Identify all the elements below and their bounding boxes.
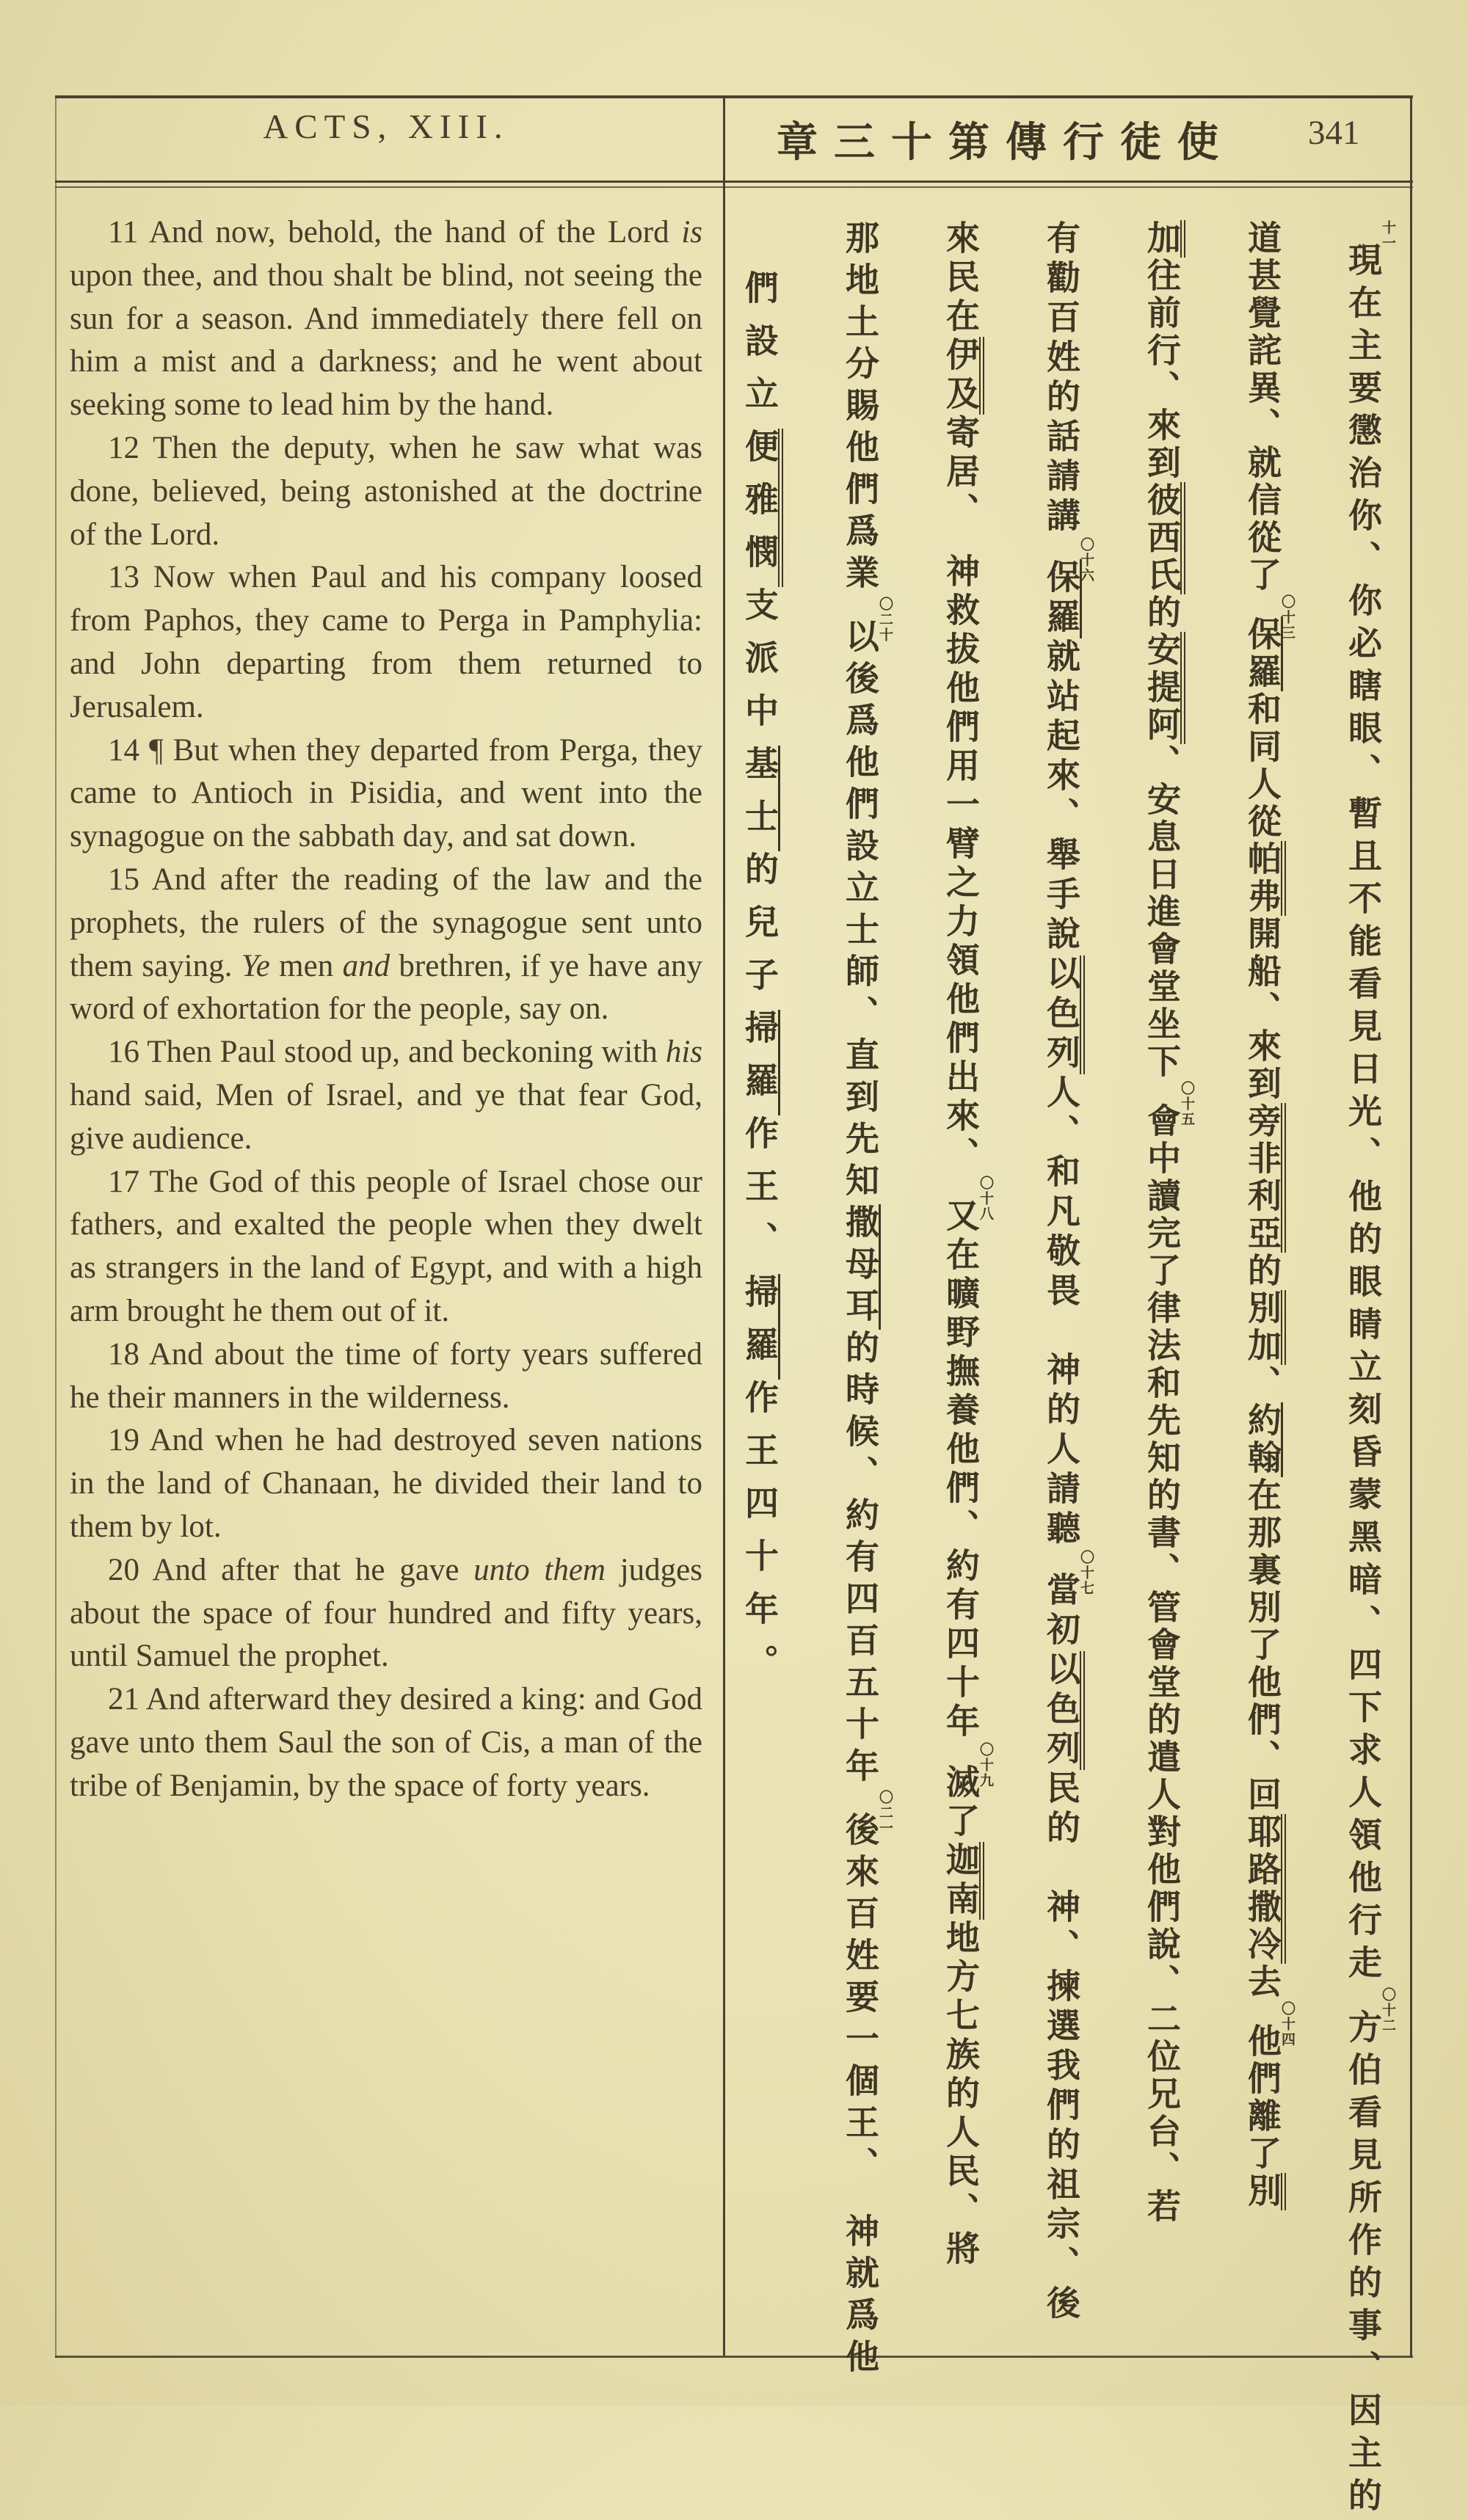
text-run: 作王四十年。: [741, 1380, 778, 1697]
verse-marker: 〇十五: [1179, 1081, 1194, 1127]
text-run: 往前行、來到: [1143, 258, 1180, 482]
proper-name-run: 彼西氏: [1143, 482, 1185, 594]
verse-marker: 〇十九: [978, 1742, 993, 1788]
text-run: brethren, if ye have any word of exhortation for the people, say on.: [70, 948, 702, 1027]
header-bottom-rule-2: [55, 186, 1413, 188]
verse-paragraph: [70, 211, 702, 427]
text-run: 開船、來到: [1243, 916, 1281, 1103]
page-number: 341: [1308, 114, 1360, 152]
text-run: 去: [1243, 1964, 1281, 2001]
text-run: 道甚覺詫異、就信從了: [1243, 220, 1281, 594]
verse-paragraph: [70, 859, 702, 1031]
text-run: men: [269, 948, 343, 983]
header-bottom-rule: [55, 181, 1413, 183]
verse-marker: 〇二十: [877, 597, 893, 643]
verse-paragraph: [70, 1333, 702, 1420]
italic-text-run: and: [342, 948, 390, 983]
chinese-column-4: [1011, 220, 1111, 2356]
text-run: 方伯看見所作的事、因主的: [1344, 2009, 1381, 2520]
left-page-header: ACTS, XIII.: [263, 108, 509, 146]
text-run: 12 Then the deputy, when he saw what was done, believed, being astonished at the doctrine of the Lord.: [70, 430, 702, 552]
text-run: 又在曠野撫養他們、約有四十年: [942, 1198, 979, 1742]
text-run: 支派中: [741, 587, 778, 746]
text-run: 人、和凡敬畏 神的人請聽: [1042, 1074, 1080, 1550]
text-run: hand said, Men of Israel, and ye that fear God, give audience.: [70, 1077, 702, 1156]
proper-name-run: 別加: [1243, 1290, 1286, 1365]
left-page-border: [55, 95, 57, 2358]
proper-name-run: 帕弗: [1243, 841, 1286, 916]
text-run: 後來百姓要一個王、 神就爲他: [841, 1812, 879, 2381]
text-run: 和同人從: [1243, 691, 1281, 841]
proper-name-run: 保羅: [1243, 616, 1283, 691]
text-run: upon thee, and thou shalt be blind, not seeing the sun for a season. And immediately there fell on him a mist and a darkness; and he went about seeking some to lead him by the hand.: [70, 258, 702, 423]
proper-name-run: 撒母耳: [841, 1204, 881, 1330]
text-run: 們設立: [741, 270, 778, 429]
verse-marker: 〇二一: [877, 1790, 893, 1836]
text-run: 當初: [1042, 1572, 1080, 1651]
verse-paragraph: [70, 1419, 702, 1548]
italic-text-run: is: [681, 215, 702, 250]
text-run: 在那裏別了他們、回: [1243, 1477, 1281, 1814]
text-run: 就站起來、舉手說: [1042, 638, 1080, 955]
text-run: 15 And after the reading of the law and the prophets, the rulers of the synagogue sent unto them saying.: [70, 862, 702, 983]
text-run: 20 And after that he gave: [108, 1552, 474, 1587]
text-run: 有勸百姓的話請講: [1042, 220, 1080, 537]
italic-text-run: his: [665, 1035, 702, 1070]
text-run: 、: [1243, 1365, 1281, 1402]
chinese-column-5: [910, 220, 1011, 2356]
text-run: 的: [1143, 594, 1180, 632]
proper-name-run: 基士: [741, 746, 780, 851]
english-verse-column: [70, 211, 702, 1807]
text-run: 的時候、約有四百五十年: [841, 1330, 879, 1790]
proper-name-run: 以色列: [1042, 1651, 1085, 1770]
verse-marker: 〇十七: [1078, 1550, 1094, 1596]
text-run: 、安息日進會堂坐下: [1143, 744, 1180, 1081]
text-run: judges about the space of four hundred and fifty years, until Samuel the prophet.: [70, 1552, 702, 1674]
verse-paragraph: [70, 1549, 702, 1678]
chinese-column-2: [1212, 220, 1312, 2356]
verse-marker: 〇十八: [978, 1176, 993, 1222]
text-run: 21 And afterward they desired a king: and God gave unto them Saul the son of Cis, a man of the tribe of Benjamin, by the space of forty years.: [70, 1682, 702, 1803]
text-run: 來民在: [942, 220, 979, 337]
verse-paragraph: [70, 427, 702, 556]
text-run: 滅了: [942, 1764, 979, 1842]
proper-name-run: 耶路撒冷: [1243, 1814, 1286, 1964]
verse-paragraph: [70, 1678, 702, 1807]
text-run: 的兒子: [741, 851, 778, 1010]
text-run: 他們離了: [1243, 2023, 1281, 2173]
right-page-header-cjk: 章三十第傳行徒使: [777, 120, 1235, 166]
proper-name-run: 掃羅: [741, 1274, 780, 1380]
text-run: 現在主要懲治你、你必瞎眼、暫且不能看見日光、他的眼睛立刻昏蒙黑暗、四下求人領他行走: [1344, 242, 1381, 1987]
verse-marker: 〇十四: [1279, 2001, 1295, 2047]
proper-name-run: 加: [1143, 220, 1185, 258]
text-run: 11 And now, behold, the hand of the Lord: [108, 215, 682, 250]
proper-name-run: 伊及: [942, 337, 984, 415]
italic-text-run: Ye: [241, 948, 270, 983]
verse-paragraph: [70, 556, 702, 729]
proper-name-run: 便雅憫: [741, 429, 783, 587]
text-run: 會中讀完了律法和先知的書、管會堂的遣人對他們說、二位兄台、若: [1143, 1103, 1180, 2226]
verse-paragraph: [70, 1031, 702, 1160]
italic-text-run: unto them: [473, 1552, 606, 1587]
text-run: 民的 神、揀選我們的祖宗、後: [1042, 1770, 1080, 2325]
proper-name-run: 掃羅: [741, 1010, 780, 1115]
proper-name-run: 旁非利亞: [1243, 1103, 1286, 1253]
verse-paragraph: [70, 1161, 702, 1333]
verse-marker: 〇十二: [1380, 1987, 1395, 2033]
text-run: 17 The God of this people of Israel chose our fathers, and exalted the people when they dwelt as strangers in the land of Egypt, and with a high arm brought he them out of it.: [70, 1164, 702, 1328]
text-run: 地方七族的人民、將: [942, 1920, 979, 2270]
text-run: 寄居、 神救拔他們用一臂之力領他們出來、: [942, 415, 979, 1176]
text-run: 作王、: [741, 1115, 778, 1274]
text-run: 14 ¶ But when they departed from Perga, they came to Antioch in Pisidia, and went into the synagogue on the sabbath day, and sat down.: [70, 732, 702, 854]
proper-name-run: 迦南: [942, 1842, 984, 1920]
text-run: 那地土分賜他們爲業: [841, 220, 879, 597]
proper-name-run: 以色列: [1042, 955, 1085, 1074]
proper-name-run: 保羅: [1042, 559, 1082, 638]
chinese-column-3: [1111, 220, 1212, 2356]
chinese-column-7: [709, 270, 810, 2406]
text-run: 的: [1243, 1253, 1281, 1290]
text-run: 16 Then Paul stood up, and beckoning with: [108, 1035, 666, 1070]
verse-marker: 〇十三: [1279, 594, 1295, 641]
chinese-column-1: [1312, 220, 1413, 2520]
verse-marker: 〇十六: [1078, 537, 1094, 583]
proper-name-run: 別: [1243, 2173, 1286, 2210]
chinese-column-6: [810, 220, 910, 2381]
top-rule: [55, 95, 1413, 98]
text-run: 以後爲他們設立士師、直到先知: [841, 619, 879, 1204]
proper-name-run: 安提阿: [1143, 632, 1185, 744]
text-run: 18 And about the time of forty years suffered he their manners in the wilderness.: [70, 1336, 702, 1415]
text-run: 13 Now when Paul and his company loosed from Paphos, they came to Perga in Pamphylia: and John departing from them returned to Jerusalem.: [70, 560, 702, 724]
verse-marker: 十一: [1380, 220, 1395, 251]
verse-paragraph: [70, 729, 702, 859]
text-run: 19 And when he had destroyed seven nations in the land of Chanaan, he divided their land to them by lot.: [70, 1423, 702, 1544]
proper-name-run: 約翰: [1243, 1402, 1283, 1477]
